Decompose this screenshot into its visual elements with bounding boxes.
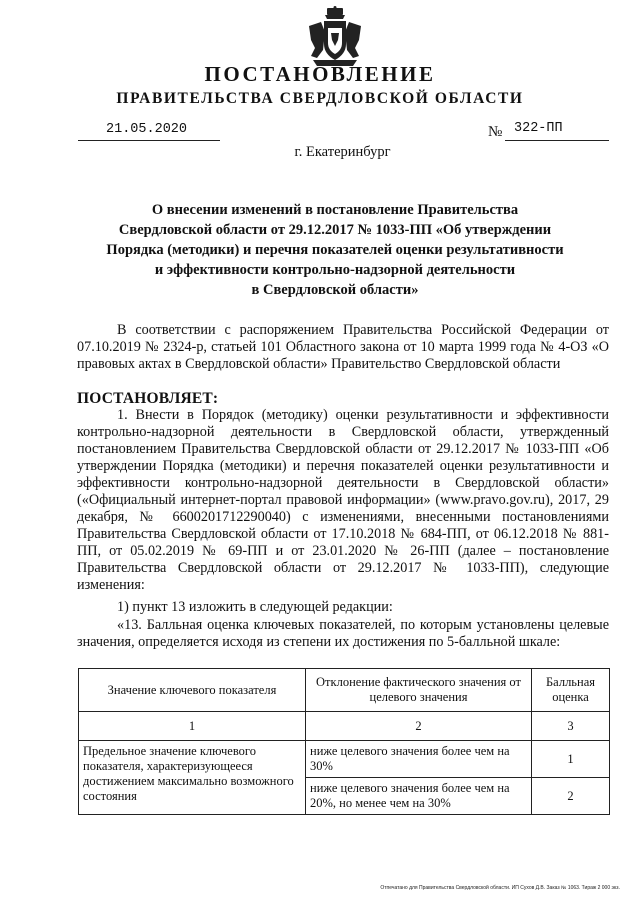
group-label-cell: Предельное значение ключевого показателя, характеризующееся достижением максимально возможного состояния bbox=[79, 741, 306, 815]
deviation-cell: ниже целевого значения более чем на 30% bbox=[306, 741, 532, 778]
score-cell: 1 bbox=[532, 741, 610, 778]
subject-line: Свердловской области от 29.12.2017 № 1033-ПП «Об утверждении bbox=[118, 222, 552, 238]
column-number-cell: 2 bbox=[306, 712, 532, 741]
document-number: 322-ПП bbox=[514, 121, 563, 136]
number-sign: № bbox=[488, 124, 503, 140]
document-date: 21.05.2020 bbox=[106, 122, 188, 137]
issuer-title: ПРАВИТЕЛЬСТВА СВЕРДЛОВСКОЙ ОБЛАСТИ bbox=[116, 90, 524, 107]
table-header-cell: Балльная оценка bbox=[532, 669, 610, 712]
document-subject bbox=[100, 200, 570, 300]
column-number-cell: 3 bbox=[532, 712, 610, 741]
preamble-paragraph: В соответствии с распоряжением Правительства Российской Федерации от 07.10.2019 № 2324-р, статьей 101 Областного закона от 10 марта 1999 года № 4-ОЗ «О правовых актах в Свердловской области» Правительство Свердловской области bbox=[77, 322, 609, 372]
table-row bbox=[79, 741, 610, 778]
point-13-paragraph: «13. Балльная оценка ключевых показателей, по которым установлены целевые значения, определяется исходя из степени их достижения по 5-балльной шкале: bbox=[77, 617, 609, 650]
table-header-row bbox=[79, 669, 610, 712]
number-underline bbox=[505, 140, 609, 141]
print-imprint: Отпечатано для Правительства Свердловской области. ИП Сухов Д.В. Заказ № 1063. Тираж 2 000 экз. bbox=[380, 885, 620, 891]
subject-line: в Свердловской области» bbox=[251, 282, 419, 298]
item-1-paragraph: 1. Внести в Порядок (методику) оценки результативности и эффективности контрольно-надзорной деятельности в Свердловской области, утвержденный постановлением Правительства Свердловской области от 29.12.2017 № 1033-ПП «Об утверждении Порядка (методики) и перечня показателей оценки результативности и эффективности контрольно-надзорной деятельности в Свердловской области» («Официальный интернет-портал правовой информации» (www.pravo.gov.ru), 2017, 29 декабря, № 6600201712290040) с изменениями, внесенными постановлениями Правительства Свердловской области от 17.10.2018 № 684-ПП, от 06.12.2018 № 881-ПП, от 05.02.2019 № 69-ПП и от 23.01.2020 № 26-ПП (далее – постановление Правительства Свердловской области от 29.12.2017 № 1033-ПП), следующие изменения: bbox=[77, 407, 609, 593]
table-number-row bbox=[79, 712, 610, 741]
resolves-heading: ПОСТАНОВЛЯЕТ: bbox=[77, 390, 219, 407]
subject-line: О внесении изменений в постановление Правительства bbox=[151, 202, 519, 218]
deviation-cell: ниже целевого значения более чем на 20%, но менее чем на 30% bbox=[306, 778, 532, 815]
table-header-cell: Отклонение фактического значения от целевого значения bbox=[306, 669, 532, 712]
scoring-table bbox=[78, 668, 610, 815]
score-cell: 2 bbox=[532, 778, 610, 815]
date-underline bbox=[78, 140, 220, 141]
table-header-cell: Значение ключевого показателя bbox=[79, 669, 306, 712]
coat-of-arms-emblem bbox=[303, 6, 367, 68]
subject-line: и эффективности контрольно-надзорной деятельности bbox=[154, 262, 516, 278]
subitem-1-paragraph: 1) пункт 13 изложить в следующей редакции: bbox=[117, 599, 393, 615]
city-name: г. Екатеринбург bbox=[294, 144, 391, 160]
subject-line: Порядка (методики) и перечня показателей оценки результативности bbox=[106, 242, 564, 258]
document-type-title: ПОСТАНОВЛЕНИЕ bbox=[204, 62, 436, 86]
column-number-cell: 1 bbox=[79, 712, 306, 741]
